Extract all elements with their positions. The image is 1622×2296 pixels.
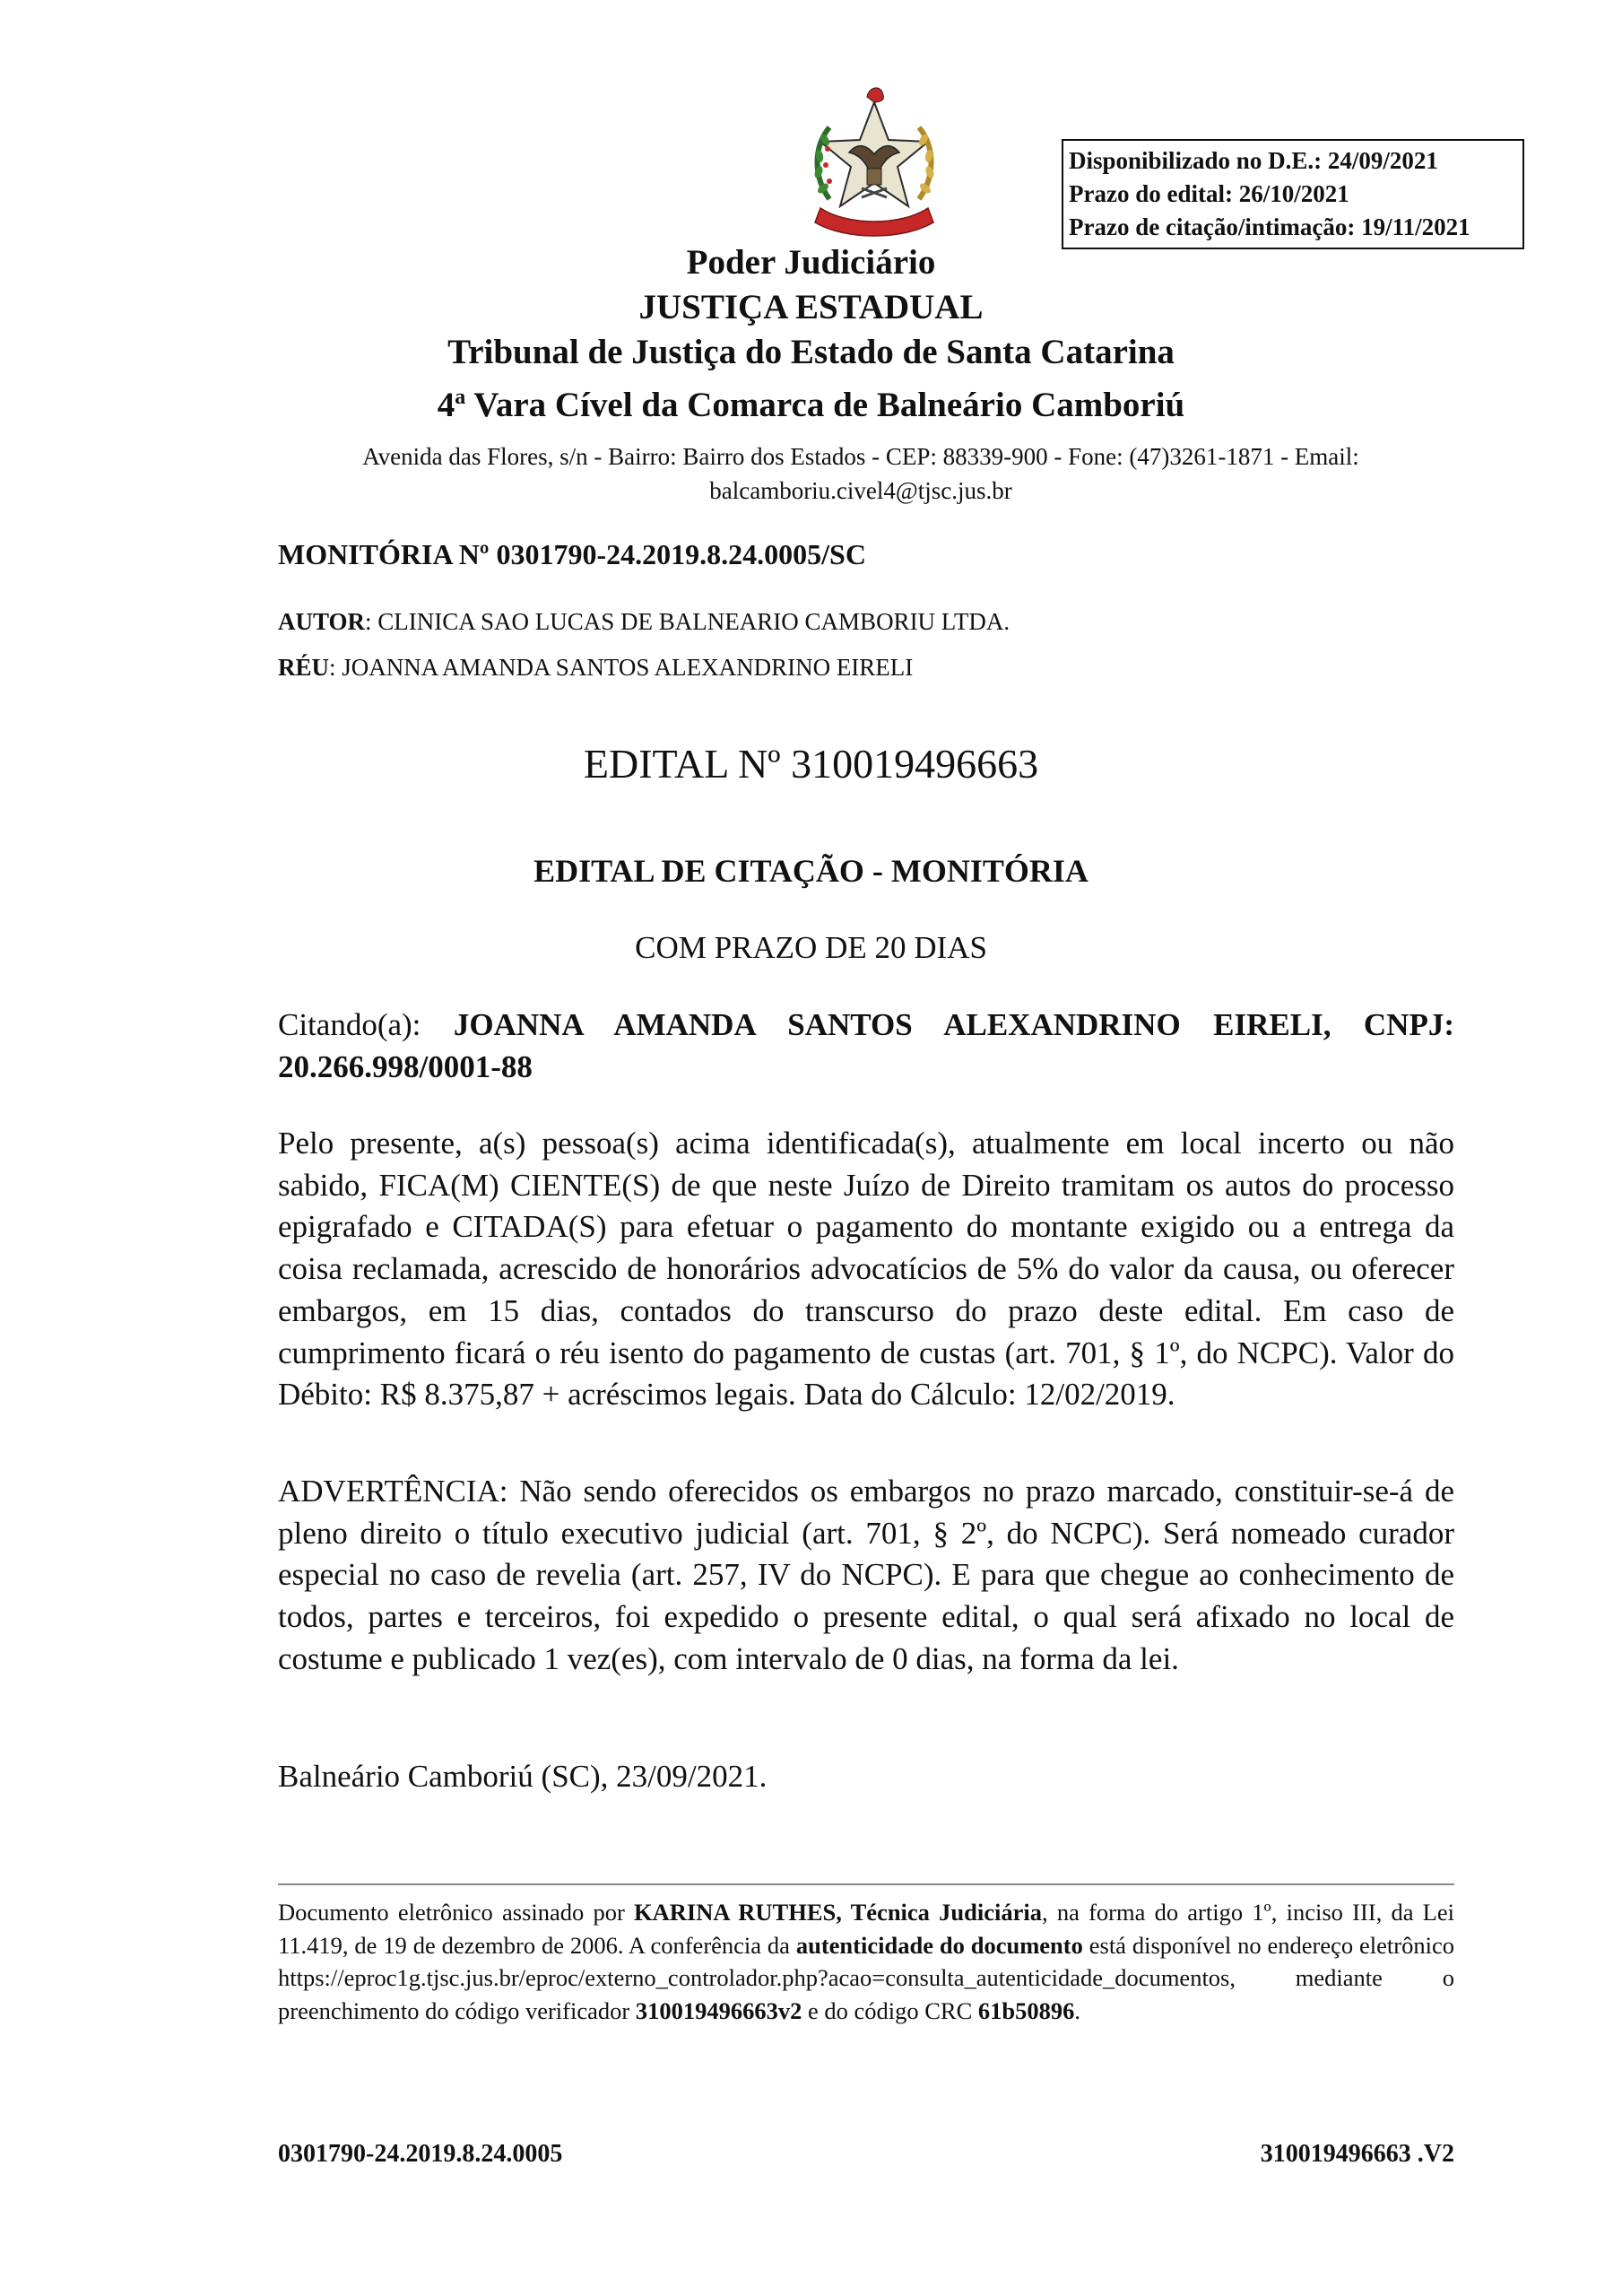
parties bbox=[278, 599, 1010, 691]
vara-number: 4 bbox=[437, 386, 455, 424]
vara-ordinal: a bbox=[455, 386, 466, 409]
sig-text-1: Documento eletrônico assinado por bbox=[278, 1899, 635, 1926]
edital-deadline: COM PRAZO DE 20 DIAS bbox=[635, 930, 987, 965]
signer-name: KARINA RUTHES, Técnica Judiciária bbox=[634, 1899, 1042, 1926]
edital-type: EDITAL DE CITAÇÃO - MONITÓRIA bbox=[533, 853, 1089, 889]
court-address: Avenida das Flores, s/n - Bairro: Bairro dos Estados - CEP: 88339-900 - Fone: (47)3261-1871 - Email: balcamboriu.civel4@tjsc.jus.br bbox=[362, 443, 1359, 504]
header-tribunal: Tribunal de Justiça do Estado de Santa Catarina bbox=[447, 333, 1175, 371]
process-number: MONITÓRIA Nº 0301790-24.2019.8.24.0005/SC bbox=[278, 538, 866, 570]
header-vara bbox=[0, 375, 1622, 428]
party-reu bbox=[278, 645, 1010, 691]
footer-document-version: 310019496663 .V2 bbox=[1260, 2140, 1454, 2168]
sig-text-2: , na forma do artigo 1º, inciso III, da Lei 11.419, de 19 de dezembro de 2006. A conferência da bbox=[278, 1899, 1454, 1959]
paragraph-advertencia: ADVERTÊNCIA: Não sendo oferecidos os embargos no prazo marcado, constituir-se-á de pleno direito o título executivo judicial (art. 701, § 2º, do NCPC). Será nomeado curador especial no caso de revelia (art. 257, IV do NCPC). E para que chegue ao conhecimento de todos, partes e terceiros, foi expedido o presente edital, o qual será afixado no local de costume e publicado 1 vez(es), com intervalo de 0 dias, na forma da lei. bbox=[278, 1474, 1454, 1676]
reu-label: RÉU bbox=[278, 654, 330, 681]
header-justica-estadual: JUSTIÇA ESTADUAL bbox=[638, 288, 984, 326]
vara-name: Vara Cível da Comarca de Balneário Camboriú bbox=[465, 386, 1185, 424]
court-header bbox=[0, 240, 1622, 428]
party-autor bbox=[278, 599, 1010, 645]
paragraph-citation: Pelo presente, a(s) pessoa(s) acima identificada(s), atualmente em local incerto ou não sabido, FICA(M) CIENTE(S) de que neste Juízo de Direito tramitam os autos do processo epigrafado e CITADA(S) para efetuar o pagamento do montante exigido ou a entrega da coisa reclamada, acrescido de honorários advocatícios de 5% do valor da causa, ou oferecer embargos, em 15 dias, contados do transcurso do prazo deste edital. Em caso de cumprimento ficará o réu isento do pagamento de custas (art. 701, § 1º, do NCPC). Valor do Débito: R$ 8.375,87 + acréscimos legais. Data do Cálculo: 12/02/2019. bbox=[278, 1126, 1454, 1413]
header-poder-judiciario: Poder Judiciário bbox=[686, 243, 936, 282]
signature-divider bbox=[278, 1883, 1454, 1885]
publication-dates-box bbox=[1062, 139, 1524, 249]
notice-line-publication: Disponibilizado no D.E.: 24/09/2021 bbox=[1069, 147, 1438, 174]
electronic-signature-note bbox=[278, 1896, 1454, 2028]
place-date: Balneário Camboriú (SC), 23/09/2021. bbox=[278, 1759, 768, 1794]
sig-text-4: e do código CRC bbox=[802, 1997, 978, 2025]
notice-line-citation-deadline: Prazo de citação/intimação: 19/11/2021 bbox=[1069, 213, 1470, 240]
citando-value: JOANNA AMANDA SANTOS ALEXANDRINO EIRELI, CNPJ: 20.266.998/0001-88 bbox=[278, 1007, 1454, 1084]
autor-value: : CLINICA SAO LUCAS DE BALNEARIO CAMBORIU LTDA. bbox=[365, 608, 1010, 635]
citando-label: Citando(a): bbox=[278, 1007, 454, 1042]
reu-value: : JOANNA AMANDA SANTOS ALEXANDRINO EIRELI bbox=[329, 654, 914, 681]
coat-of-arms-santa-catarina bbox=[794, 83, 955, 244]
sig-text-3: está disponível no endereço eletrônico https://eproc1g.tjsc.jus.br/eproc/externo_controlador.php?acao=consulta_autenticidade_documentos, mediante o preenchimento do código verificador bbox=[278, 1931, 1454, 2025]
notice-line-edital-deadline: Prazo do edital: 26/10/2021 bbox=[1069, 180, 1349, 207]
edital-number: EDITAL Nº 310019496663 bbox=[583, 741, 1039, 787]
crc-code: 61b50896 bbox=[977, 1997, 1075, 2025]
sig-text-5: . bbox=[1074, 1997, 1080, 2025]
citando bbox=[278, 1004, 1454, 1088]
verifier-code: 310019496663v2 bbox=[635, 1997, 802, 2025]
authenticity-label: autenticidade do documento bbox=[795, 1931, 1083, 1959]
autor-label: AUTOR bbox=[278, 608, 366, 635]
footer-process-number: 0301790-24.2019.8.24.0005 bbox=[278, 2140, 563, 2168]
